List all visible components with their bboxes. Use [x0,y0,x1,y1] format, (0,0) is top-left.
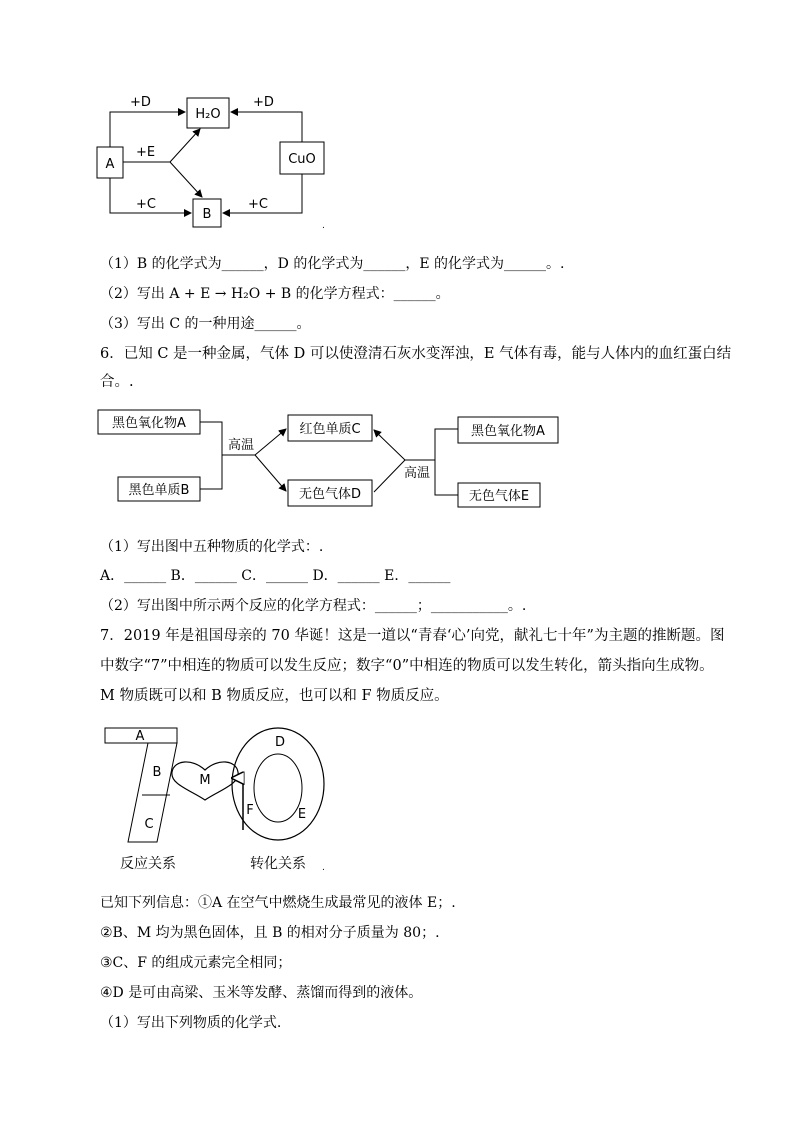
seven-label-b: B [152,765,162,780]
caption-reaction-relation: 反应关系 [120,856,176,872]
arrow-junction-to-h2o [170,129,200,162]
q6-question-1: （1）写出图中五种物质的化学式：. [100,539,324,555]
q7-info-1: 已知下列信息：①A 在空气中燃烧生成最常见的液体 E；. [100,895,456,911]
seventy-diagram [0,720,800,880]
arrow-right-to-c [374,430,405,460]
q5-question-1: （1）B 的化学式为______，D 的化学式为______，E 的化学式为______。. [100,256,565,272]
edge-label-plus-d-right: +D [253,95,274,110]
q7-info-3: ③C、F 的组成元素完全相同； [100,955,292,971]
arrow-to-red-element-c [255,429,286,455]
q7-info-4: ④D 是可由高梁、玉米等发酵、蒸馏而得到的液体。 [100,985,423,1001]
edge-label-plus-e: +E [136,145,156,160]
box-red-element-c-label: 红色单质C [299,422,361,437]
q7-intro-line-3: M 物质既可以和 B 物质反应，也可以和 F 物质反应。 [100,688,449,704]
q7-intro-line-1: 7．2019 年是祖国母亲的 70 华诞！这是一道以“青春‘心’向党，献礼七十年”为主题的推断题。图 [100,628,725,644]
condition-high-temp-2: 高温 [404,466,431,481]
box-black-oxide-a-label: 黑色氧化物A [112,416,186,431]
reaction-diagram-2 [0,395,800,535]
bracket-left [200,422,222,489]
caption-conversion-relation: 转化关系 [250,856,306,872]
reaction-diagram-1 [0,0,800,240]
bracket-right [435,429,458,495]
edge-label-plus-c-left: +C [136,197,156,212]
q5-question-2: （2）写出 A + E → H₂O + B 的化学方程式：______。 [100,286,450,302]
seven-label-a: A [135,729,145,744]
q7-info-2: ②B、M 均为黑色固体，且 B 的相对分子质量为 80；. [100,925,440,941]
node-h2o-label: H₂O [195,107,221,122]
box-colorless-gas-d-label: 无色气体D [298,487,362,502]
node-cuo-label: CuO [288,152,316,167]
zero-inner [254,754,302,822]
q6-answer-blanks: A．______ B．______ C．______ D．______ E．______ [100,568,451,584]
box-black-element-b-label: 黑色单质B [128,483,190,498]
arrow-d-to-right [374,460,405,492]
zero-label-f: F [246,803,254,818]
q6-question-2: （2）写出图中所示两个反应的化学方程式：______；___________。. [100,598,527,614]
dot-mark-2: . [322,863,325,873]
dot-mark: . [322,221,325,231]
zero-label-e: E [297,807,307,822]
seven-label-c: C [144,817,154,832]
node-b-label: B [202,207,212,222]
zero-label-d: D [274,735,286,750]
heart-label-m: M [199,773,211,788]
q7-question-1: （1）写出下列物质的化学式. [100,1015,282,1031]
q5-question-3: （3）写出 C 的一种用途______。 [100,316,311,332]
arrow-cuo-to-h2o [231,112,302,142]
edge-label-plus-d-left: +D [130,95,151,110]
box-black-oxide-a-right-label: 黑色氧化物A [471,424,545,439]
q6-intro-line-1: 6．已知 C 是一种金属，气体 D 可以使澄清石灰水变浑浊，E 气体有毒，能与人体内的血红蛋白结 [100,346,732,362]
condition-high-temp-1: 高温 [228,438,255,453]
arrow-to-colorless-gas-d [255,455,286,491]
node-a-label: A [105,157,115,172]
q7-intro-line-2: 中数字“7”中相连的物质可以发生反应；数字“0”中相连的物质可以发生转化，箭头指向生成物。 [100,658,714,674]
arrow-junction-to-b [170,162,202,197]
arrow-a-to-h2o [110,112,185,147]
q6-intro-line-2: 合。. [100,374,134,390]
edge-label-plus-c-right: +C [248,197,268,212]
box-colorless-gas-e-label: 无色气体E [468,489,530,504]
